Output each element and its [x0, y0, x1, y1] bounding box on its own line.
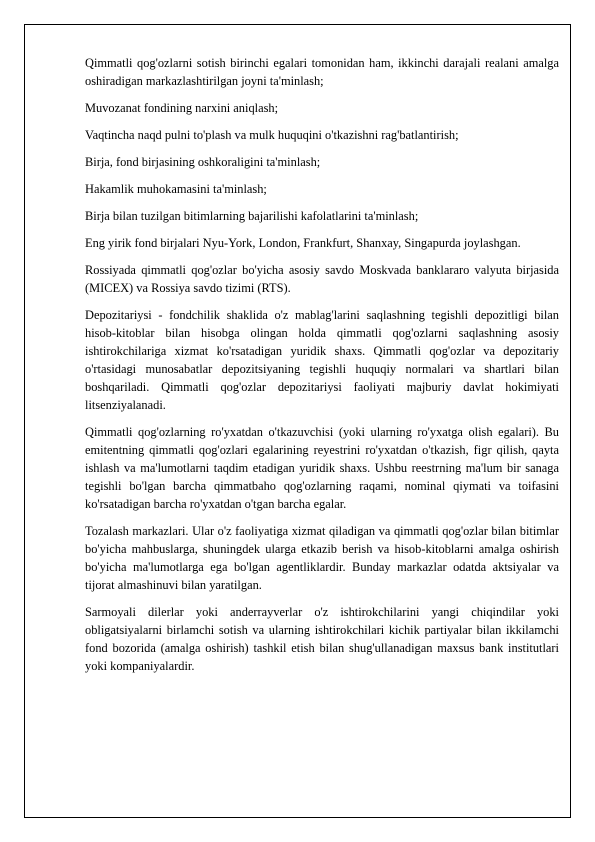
- paragraph: Qimmatli qog'ozlarni sotish birinchi egalari tomonidan ham, ikkinchi darajali realani amalga oshiradigan markazlashtirilgan joyni ta'minlash;: [85, 56, 559, 88]
- paragraph: Depozitariysi - fondchilik shaklida o'z mablag'larini saqlashning tegishli depozitligi bilan hisob-kitoblar bilan hisobga olingan holda qimmatli qog'ozlarni saqlashning asosiy ishtirokchilariga xizmat ko'rsatadigan yuridik shaxs. Qimmatli qog'ozlar va depozitariy o'rtasidagi munosabatlar depozitsiyaning tegishli huquqiy normalari va shartlari bilan boshqariladi. Qimmatli qog'ozlar depozitariysi faoliyati majburiy davlat hokimiyati litsenziyalanadi.: [85, 308, 559, 412]
- paragraph: Eng yirik fond birjalari Nyu-York, London, Frankfurt, Shanxay, Singapurda joylashgan.: [85, 236, 521, 250]
- document-body: [85, 54, 559, 684]
- paragraph: Qimmatli qog'ozlarning ro'yxatdan o'tkazuvchisi (yoki ularning ro'yxatga olish egalari). Bu emitentning qimmatli qog'ozlari egalarining reyestrini ro'yxatdan o'tkazish, figr qilish, qayta ishlash va ma'lumotlarni taqdim etadigan yuridik shaxs. Ushbu reestrning ma'lum bir sanaga tegishli bo'lgan barcha qimmatbaho qog'ozlarning raqami, nominal qiymati va toifasini ko'rsatadigan barcha ro'yxatdan o'tgan barcha egalar.: [85, 425, 559, 511]
- paragraph: Birja, fond birjasining oshkoraligini ta'minlash;: [85, 155, 321, 169]
- paragraph: Rossiyada qimmatli qog'ozlar bo'yicha asosiy savdo Moskvada banklararo valyuta birjasida (MICEX) va Rossiya savdo tizimi (RTS).: [85, 263, 559, 295]
- paragraph: Hakamlik muhokamasini ta'minlash;: [85, 182, 267, 196]
- paragraph: Birja bilan tuzilgan bitimlarning bajarilishi kafolatlarini ta'minlash;: [85, 209, 419, 223]
- paragraph: Sarmoyali dilerlar yoki anderrayverlar o'z ishtirokchilarini yangi chiqindilar yoki obligatsiyalarni birlamchi sotish va ularning ishtirokchilari kichik partiyalar bilan ikkilamchi fond bozorida (amalga oshirish) tashkil etish bilan shug'ullanadigan maxsus bank institutlari yoki kompaniyalardir.: [85, 605, 559, 673]
- paragraph: Tozalash markazlari. Ular o'z faoliyatiga xizmat qiladigan va qimmatli qog'ozlar bilan bitimlar bo'yicha mahbuslarga, shuningdek ularga etkazib berish va hisob-kitoblarni amalga oshirish bo'yicha ma'lumotlarga ega bo'lgan agentliklardir. Bunday markazlar odatda aktsiyalar va tijorat almashinuvi bilan yaratilgan.: [85, 524, 559, 592]
- paragraph: Muvozanat fondining narxini aniqlash;: [85, 101, 279, 115]
- paragraph: Vaqtincha naqd pulni to'plash va mulk huquqini o'tkazishni rag'batlantirish;: [85, 128, 459, 142]
